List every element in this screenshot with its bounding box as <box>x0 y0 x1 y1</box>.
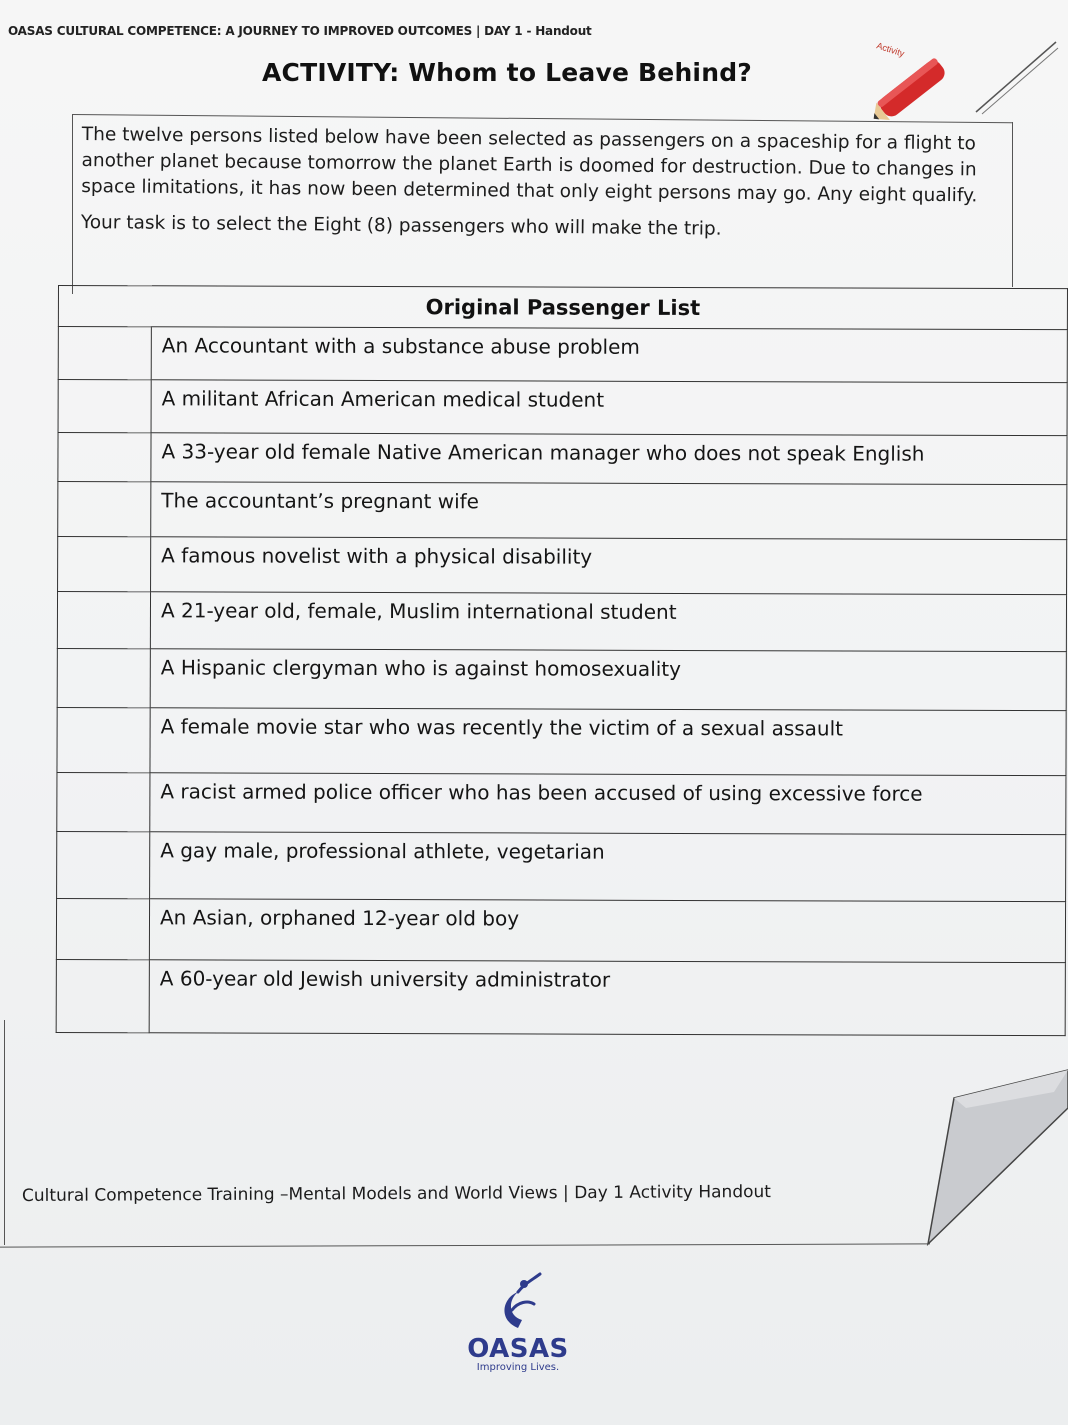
selection-cell[interactable] <box>58 327 151 380</box>
passenger-table-container <box>58 285 1068 1033</box>
frame-border-left-lower <box>4 1020 5 1245</box>
passenger-description: A gay male, professional athlete, vegetarian <box>150 832 1066 902</box>
passenger-description: A racist armed police officer who has been accused of using excessive force <box>150 773 1066 835</box>
selection-cell[interactable] <box>56 898 149 959</box>
activity-badge: Activity <box>875 40 906 59</box>
table-row <box>56 959 1065 1035</box>
frame-border-left <box>72 114 73 294</box>
logo-wordmark: OASAS <box>467 1334 569 1364</box>
table-heading: Original Passenger List <box>58 286 1067 330</box>
selection-cell[interactable] <box>58 537 151 592</box>
frame-border-bottom <box>0 1243 930 1247</box>
selection-cell[interactable] <box>56 959 149 1032</box>
passenger-description: The accountant’s pregnant wife <box>151 482 1067 540</box>
selection-cell[interactable] <box>58 380 151 433</box>
passenger-description: A famous novelist with a physical disability <box>151 537 1067 595</box>
passenger-description: An Accountant with a substance abuse problem <box>151 327 1067 383</box>
passenger-table <box>56 285 1068 1036</box>
page-title: ACTIVITY: Whom to Leave Behind? <box>262 58 753 87</box>
selection-cell[interactable] <box>57 707 150 772</box>
table-row <box>57 648 1066 710</box>
table-row <box>57 707 1066 775</box>
table-row <box>57 831 1066 901</box>
table-row <box>58 380 1067 436</box>
passenger-description: A female movie star who was recently the victim of a sexual assault <box>150 708 1066 776</box>
pencil-icon <box>860 34 1060 124</box>
logo-tagline: Improving Lives. <box>476 1362 560 1373</box>
passenger-description: A 60-year old Jewish university administrator <box>149 960 1065 1036</box>
frame-border-right <box>1012 122 1013 287</box>
document-header: OASAS CULTURAL COMPETENCE: A JOURNEY TO IMPROVED OUTCOMES | DAY 1 - Handout <box>8 24 592 38</box>
passenger-description: A Hispanic clergyman who is against homosexuality <box>150 649 1066 711</box>
selection-cell[interactable] <box>57 831 150 898</box>
passenger-description: A 21-year old, female, Muslim international student <box>150 592 1066 652</box>
instructions-paragraph: The twelve persons listed below have been selected as passengers on a spaceship for a flight to another planet because tomorrow the planet Earth is doomed for destruction. Due to changes in space limitations, it has now been determined that only eight persons may go. Any eight qualify. <box>81 123 978 207</box>
table-row <box>57 592 1066 652</box>
table-row <box>57 772 1066 834</box>
table-row <box>58 327 1067 383</box>
selection-cell[interactable] <box>57 592 150 649</box>
oasas-logo <box>466 1270 570 1374</box>
selection-cell[interactable] <box>58 482 151 537</box>
oasas-figure-icon <box>488 1270 548 1332</box>
selection-cell[interactable] <box>58 433 151 482</box>
table-row <box>58 433 1067 485</box>
passenger-description: A 33-year old female Native American manager who does not speak English <box>151 433 1067 485</box>
table-row <box>58 482 1067 540</box>
table-row <box>56 898 1065 962</box>
selection-cell[interactable] <box>57 772 150 831</box>
selection-cell[interactable] <box>57 648 150 707</box>
table-row <box>58 537 1067 595</box>
passenger-description: An Asian, orphaned 12-year old boy <box>149 899 1065 963</box>
passenger-description: A militant African American medical student <box>151 380 1067 436</box>
instructions <box>81 122 992 256</box>
page-footer: Cultural Competence Training –Mental Models and World Views | Day 1 Activity Handout <box>21 1182 772 1206</box>
page-curl-icon <box>926 1068 1068 1248</box>
task-statement: Your task is to select the Eight (8) passengers who will make the trip. <box>80 211 722 240</box>
